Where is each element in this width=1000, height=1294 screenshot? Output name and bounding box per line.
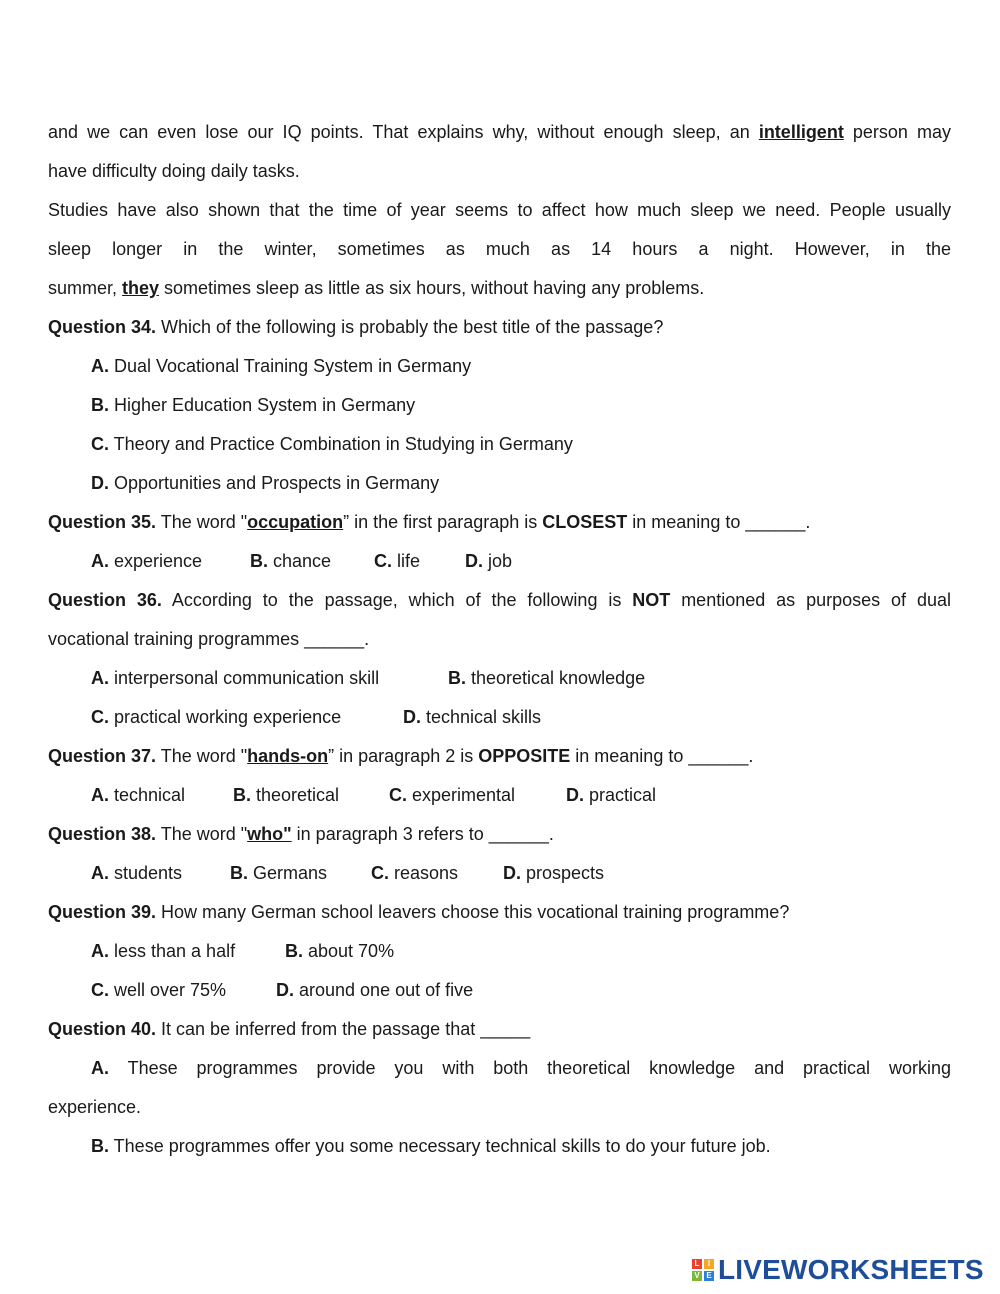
passage-line: and we can even lose our IQ points. That explains why, without enough sleep, an intelligent person may — [48, 122, 951, 142]
question-36: Question 36. According to the passage, which of the following is NOT mentioned as purposes of dual — [48, 590, 951, 610]
answer-option[interactable]: C. experimental — [389, 785, 516, 805]
answer-option[interactable]: B. Germans — [230, 863, 328, 883]
answer-option[interactable]: C. Theory and Practice Combination in Studying in Germany — [91, 434, 573, 454]
answer-options-row — [48, 932, 951, 971]
answer-option[interactable]: D. practical — [566, 785, 657, 805]
question-40: Question 40. It can be inferred from the passage that _____ — [48, 1019, 531, 1039]
passage-line: summer, they sometimes sleep as little as six hours, without having any problems. — [48, 278, 705, 298]
liveworksheets-logo — [692, 1255, 984, 1285]
question-35: Question 35. The word "occupation” in the first paragraph is CLOSEST in meaning to ______. — [48, 512, 811, 532]
answer-option[interactable]: C. life — [374, 551, 421, 571]
answer-option[interactable]: B. chance — [250, 551, 332, 571]
worksheet-page — [48, 113, 951, 1166]
answer-option[interactable]: B. Higher Education System in Germany — [91, 395, 416, 415]
answer-option[interactable]: C. well over 75% — [91, 980, 227, 1000]
answer-options-row — [48, 542, 951, 581]
highlighted-word: who" — [247, 824, 292, 844]
logo-text: LIVEWORKSHEETS — [718, 1254, 984, 1285]
passage-line: have difficulty doing daily tasks. — [48, 161, 300, 181]
answer-option[interactable]: D. around one out of five — [276, 980, 474, 1000]
answer-option[interactable]: D. job — [465, 551, 513, 571]
answer-option-cont: experience. — [48, 1097, 142, 1117]
answer-option[interactable]: A. interpersonal communication skill — [91, 668, 380, 688]
answer-option[interactable]: D. technical skills — [403, 707, 542, 727]
logo-mark-tile: V — [692, 1271, 702, 1281]
answer-options-row — [48, 698, 951, 737]
question-39: Question 39. How many German school leavers choose this vocational training programme? — [48, 902, 790, 922]
answer-option[interactable]: D. Opportunities and Prospects in Germany — [91, 473, 440, 493]
answer-option[interactable]: A. less than a half — [91, 941, 236, 961]
answer-option[interactable]: B. These programmes offer you some necessary technical skills to do your future job. — [91, 1136, 771, 1156]
logo-mark-tile: I — [704, 1259, 714, 1269]
answer-option[interactable]: B. about 70% — [285, 941, 395, 961]
answer-option[interactable]: D. prospects — [503, 863, 605, 883]
answer-options-row — [48, 854, 951, 893]
answer-option[interactable]: B. theoretical — [233, 785, 340, 805]
answer-option[interactable]: A. technical — [91, 785, 186, 805]
question-34: Question 34. Which of the following is probably the best title of the passage? — [48, 317, 664, 337]
answer-option[interactable]: C. reasons — [371, 863, 459, 883]
question-36-cont: vocational training programmes ______. — [48, 629, 370, 649]
answer-options-row — [48, 971, 951, 1010]
logo-mark-tile: E — [704, 1271, 714, 1281]
highlighted-word: occupation — [247, 512, 344, 532]
answer-option[interactable]: A. students — [91, 863, 183, 883]
question-37: Question 37. The word "hands-on” in paragraph 2 is OPPOSITE in meaning to ______. — [48, 746, 754, 766]
highlighted-word: intelligent — [758, 122, 844, 142]
answer-option[interactable]: A. Dual Vocational Training System in Germany — [91, 356, 472, 376]
answer-option[interactable]: A. experience — [91, 551, 203, 571]
answer-options-row — [48, 776, 951, 815]
passage-line: sleep longer in the winter, sometimes as much as 14 hours a night. However, in the — [48, 239, 951, 259]
answer-option[interactable]: C. practical working experience — [91, 707, 342, 727]
question-38: Question 38. The word "who" in paragraph 3 refers to ______. — [48, 824, 554, 844]
passage-line: Studies have also shown that the time of year seems to affect how much sleep we need. People usually — [48, 200, 951, 220]
logo-mark-icon — [692, 1259, 714, 1281]
answer-option[interactable]: B. theoretical knowledge — [448, 668, 646, 688]
logo-mark-tile: L — [692, 1259, 702, 1269]
answer-option[interactable]: A. These programmes provide you with both theoretical knowledge and practical working — [91, 1058, 951, 1078]
highlighted-word: hands-on — [247, 746, 329, 766]
highlighted-word: they — [122, 278, 160, 298]
answer-options-row — [48, 659, 951, 698]
